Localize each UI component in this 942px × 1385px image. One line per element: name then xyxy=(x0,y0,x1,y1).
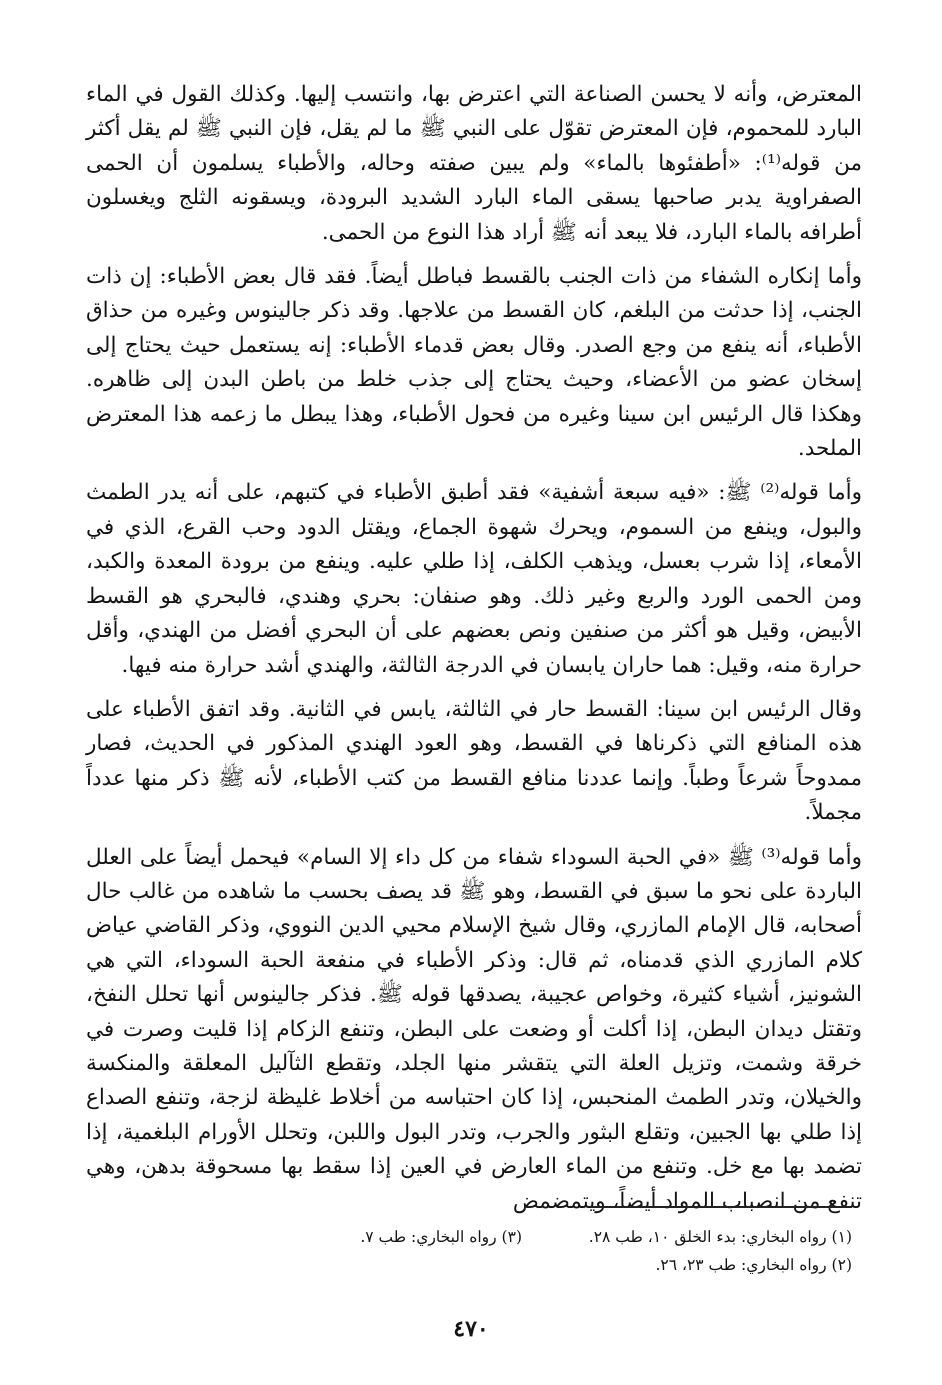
page-body xyxy=(86,78,862,1219)
footnote-3: (٣) رواه البخاري: طب ٧. xyxy=(360,1228,522,1246)
footnote-1: (١) رواه البخاري: بدء الخلق ١٠، طب ٢٨. xyxy=(588,1228,852,1246)
paragraph-5: وأما قوله⁽³⁾ ﷺ «في الحبة السوداء شفاء من كل داء إلا السام» فيحمل أيضاً على العلل الباردة على نحو ما سبق في القسط، وهو ﷺ قد يصف بحسب ما شاهده من غالب حال أصحابه، قال الإمام المازري، وقال شيخ الإسلام محيي الدين النووي، وذكر القاضي عياض كلام المازري الذي قدمناه، ثم قال: وذكر الأطباء في منفعة الحبة السوداء، التي هي الشونيز، أشياء كثيرة، وخواص عجيبة، يصدقها قوله ﷺ. فذكر جالينوس أنها تحلل النفخ، وتقتل ديدان البطن، إذا أكلت أو وضعت على البطن، وتنفع الزكام إذا قليت وصرت في خرقة وشمت، وتزيل العلة التي يتقشر منها الجلد، وتقطع الثآليل المعلقة والمنكسة والخيلان، وتدر الطمث المنحبس، إذا كان احتباسه من أخلاط غليظة لزجة، وتنفع الصداع إذا طلي بها الجبين، وتقلع البثور والجرب، وتدر البول واللبن، وتحلل الأورام البلغمية، إذا تضمد بها مع خل. وتنفع من الماء العارض في العين إذا سقط بها مسحوقة بدهن، وهي تنفع من انصباب المواد أيضاً، ويتمضمض xyxy=(86,844,863,1214)
paragraph-2: وأما إنكاره الشفاء من ذات الجنب بالقسط فباطل أيضاً. فقد قال بعض الأطباء: إن ذات الجنب، إذا حدثت من البلغم، كان القسط من علاجها. وقد ذكر جالينوس وغيره من حذاق الأطباء، أنه ينفع من وجع الصدر. وقال بعض قدماء الأطباء: إنه يستعمل حيث يحتاج إلى إسخان عضو من الأعضاء، وحيث يحتاج إلى جذب خلط من باطن البدن إلى ظاهره. وهكذا قال الرئيس ابن سينا وغيره من فحول الأطباء، وهذا يبطل ما زعمه هذا المعترض الملحد. xyxy=(86,264,862,462)
footnotes xyxy=(150,1223,852,1279)
paragraph-4: وقال الرئيس ابن سينا: القسط حار في الثالثة، يابس في الثانية. وقد اتفق الأطباء على هذه المنافع التي ذكرناها في القسط، وهو العود الهندي المذكور في الحديث، فصار ممدوحاً شرعاً وطباً. وإنما عددنا منافع القسط من كتب الأطباء، لأنه ﷺ ذكر منها عدداً مجملاً. xyxy=(86,696,862,826)
footnote-row-2 xyxy=(150,1251,852,1279)
footnote-row-1 xyxy=(150,1223,852,1251)
footnote-2: (٢) رواه البخاري: طب ٢٣، ٢٦. xyxy=(655,1256,852,1274)
footnote-divider xyxy=(590,1206,852,1208)
paragraph-1: المعترض، وأنه لا يحسن الصناعة التي اعترض بها، وانتسب إليها. وكذلك القول في الماء البارد للمحموم، فإن المعترض تقوّل على النبي ﷺ ما لم يقل، فإن النبي ﷺ لم يقل أكثر من قوله⁽¹⁾: «أطفئوها بالماء» ولم يبين صفته وحاله، والأطباء يسلمون أن الحمى الصفراوية يدبر صاحبها يسقى الماء البارد الشديد البرودة، ويسقونه الثلج ويغسلون أطرافه بالماء البارد، فلا يبعد أنه ﷺ أراد هذا النوع من الحمى. xyxy=(86,82,862,245)
page-number: ٤٧٠ xyxy=(453,1316,489,1342)
paragraph-3: وأما قوله⁽²⁾ ﷺ: «فيه سبعة أشفية» فقد أطبق الأطباء في كتبهم، على أنه يدر الطمث والبول، وينفع من السموم، ويحرك شهوة الجماع، ويقتل الدود وحب القرع، الذي في الأمعاء، إذا شرب بعسل، ويذهب الكلف، إذا طلي عليه. وينفع من برودة المعدة والكبد، ومن الحمى الورد والربع وغير ذلك. وهو صنفان: بحري وهندي، فالبحري هو القسط الأبيض، وقيل هو أكثر من صنفين ونص بعضهم على أن البحري أفضل من الهندي، وأقل حرارة منه، وقيل: هما حاران يابسان في الدرجة الثالثة، والهندي أشد حرارة منه فيها. xyxy=(86,480,862,678)
